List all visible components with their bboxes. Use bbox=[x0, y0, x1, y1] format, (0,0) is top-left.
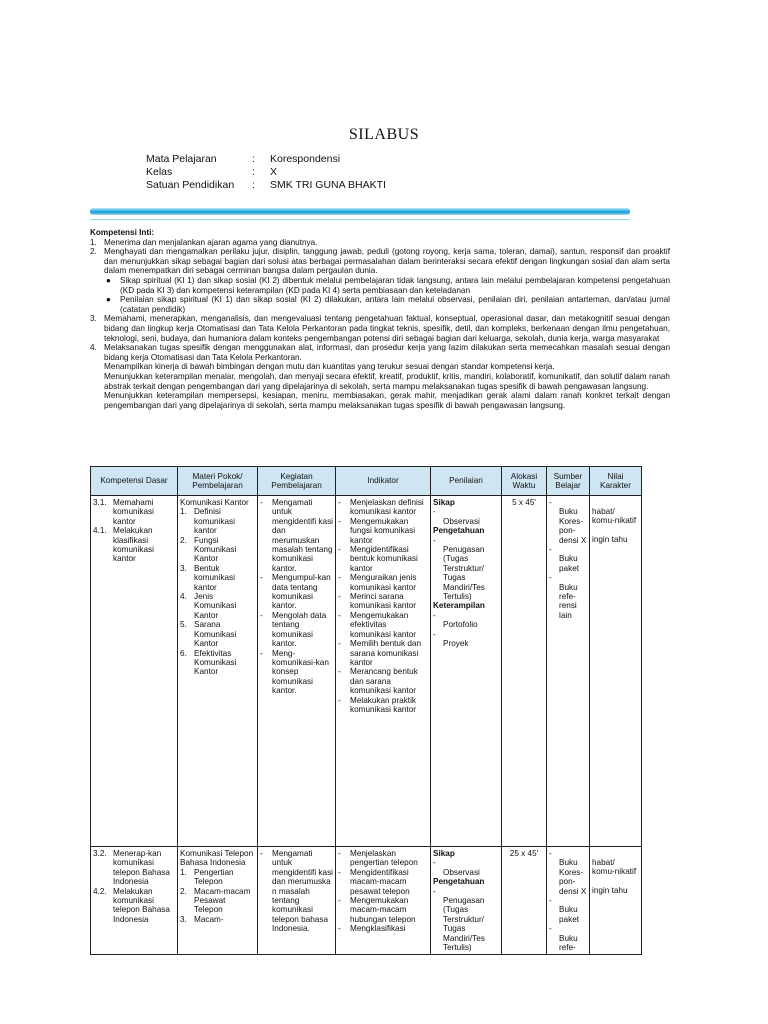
kd-number: 4.2. bbox=[93, 886, 107, 896]
dash-marker: - bbox=[433, 886, 436, 896]
ki-item bbox=[90, 343, 670, 362]
decorative-divider-thin bbox=[90, 219, 630, 220]
bullet-text: Sikap spiritual (KI 1) dan sikap sosial (KI 2) dibentuk melalui pembelajaran tidak langsung, antara lain melalui pembelajaran kompetensi pengetahuan (KD pada KI 3) dan kompetensi keterampilan (KD pada KI 4) serta pembiasaan dan keteladanan bbox=[120, 275, 670, 295]
materi-text: Jenis Komunikasi Kantor bbox=[194, 592, 237, 620]
meta-row-subject bbox=[146, 153, 386, 166]
kd-number: 4.1. bbox=[93, 526, 107, 536]
spacer bbox=[592, 877, 639, 886]
meta-row-class bbox=[146, 166, 386, 179]
indikator-item bbox=[338, 592, 428, 611]
kd-item bbox=[93, 849, 175, 887]
meta-value: Korespondensi bbox=[270, 153, 341, 165]
materi-item bbox=[180, 915, 255, 924]
materi-text: Sarana Komunikasi Kantor bbox=[194, 620, 237, 649]
materi-number: 4. bbox=[180, 592, 187, 602]
kegiatan-text: Mengamati untuk mengidentifi kasi dan merumuska n masalah tentang komunikasi telepon bahasa Indonesia. bbox=[272, 849, 333, 934]
kd-number: 3.2. bbox=[93, 849, 107, 858]
meta-label: Satuan Pendidikan bbox=[146, 179, 235, 191]
ki-text: Menghayati dan mengamalkan perilaku jujur, disiplin, tanggung jawab, peduli (gotong royong, kerja sama, toleran, damai), santun, responsif dan proaktif dan menunjukkan sikap sebagai bagian dari solusi atas berbagai permasalahan dalam berinteraksi secara efektif dengan lingkungan sosial dan alam serta dalam menempatkan diri sebagai cerminan bangsa dalam pergaulan dunia. bbox=[104, 247, 670, 276]
indikator-item bbox=[338, 517, 428, 545]
indikator-text: Mengemukakan efektivitas komunikasi kantor bbox=[350, 610, 416, 639]
kegiatan-item bbox=[260, 498, 333, 573]
kegiatan-item bbox=[260, 611, 333, 649]
materi-text: Pengertian Telepon bbox=[194, 867, 234, 887]
dash-marker: - bbox=[433, 610, 436, 620]
materi-text: Macam-macam Pesawat Telepon bbox=[194, 886, 251, 915]
cell-materi bbox=[178, 496, 258, 847]
dash-marker: - bbox=[338, 849, 341, 858]
dash-marker: - bbox=[338, 573, 341, 583]
meta-block bbox=[146, 153, 386, 192]
dash-marker: - bbox=[433, 507, 436, 517]
dash-marker: - bbox=[549, 849, 552, 858]
materi-item bbox=[180, 620, 255, 648]
indikator-item bbox=[338, 573, 428, 592]
dash-marker: - bbox=[338, 516, 341, 526]
materi-number: 2. bbox=[180, 535, 187, 545]
meta-colon: : bbox=[252, 179, 255, 191]
kd-text: Melakukan klasifikasi komunikasi kantor bbox=[113, 526, 154, 564]
sumber-item: Buku refe- bbox=[559, 933, 578, 953]
kegiatan-text: Meng-komunikasi-kan konsep komunikasi kantor. bbox=[272, 648, 329, 696]
ki-number: 2. bbox=[90, 247, 97, 257]
cell-sumber bbox=[547, 847, 590, 955]
dash-marker: - bbox=[338, 592, 341, 602]
indikator-text: Menjelaskan pengertian telepon bbox=[350, 849, 418, 868]
indikator-text: Merancang bentuk dan sarana komunikasi kantor bbox=[350, 667, 418, 696]
dash-marker: - bbox=[433, 629, 436, 639]
sumber-item: Buku paket bbox=[559, 554, 580, 573]
cell-alokasi: 25 x 45' bbox=[502, 847, 547, 955]
materi-item bbox=[180, 868, 255, 887]
sumber-item: Buku refe-rensi lain bbox=[559, 582, 578, 620]
table-header-row bbox=[91, 467, 642, 496]
indikator-item bbox=[338, 896, 428, 924]
ki-bullet bbox=[106, 295, 670, 314]
dash-marker: - bbox=[338, 867, 341, 877]
cell-alokasi: 5 x 45' bbox=[502, 496, 547, 847]
sumber-item: Buku paket bbox=[559, 905, 580, 924]
meta-value: X bbox=[270, 166, 278, 178]
header-materi: Materi Pokok/ Pembelajaran bbox=[178, 467, 258, 496]
nilai-item: habat/ komu-nikatif bbox=[592, 858, 637, 877]
indikator-text: Menguraikan jenis komunikasi kantor bbox=[350, 573, 417, 592]
indikator-item bbox=[338, 667, 428, 695]
kd-text: Melakukan komunikasi telepon Bahasa Indonesia bbox=[113, 886, 170, 924]
cell-nilai bbox=[590, 496, 642, 847]
indikator-text: Mengidentifikasi macam-macam pesawat telepon bbox=[350, 867, 410, 896]
materi-item bbox=[180, 564, 255, 592]
indikator-item bbox=[338, 849, 428, 868]
spacer bbox=[592, 498, 639, 507]
ki-heading: Kompetensi Inti: bbox=[90, 228, 155, 237]
cell-penilaian bbox=[431, 847, 502, 955]
indikator-text: Mengklasifikasi bbox=[350, 924, 406, 934]
sumber-item: Buku Kores-pon-densi X bbox=[559, 507, 587, 545]
ki-number: 3. bbox=[90, 314, 97, 324]
meta-row-school bbox=[146, 179, 386, 192]
header-alokasi: Alokasi Waktu bbox=[502, 467, 547, 496]
dash-marker: - bbox=[549, 573, 552, 583]
penilaian-portofolio: Portofolio bbox=[443, 620, 478, 630]
dash-marker: - bbox=[260, 573, 263, 583]
indikator-item bbox=[338, 611, 428, 639]
materi-number: 2. bbox=[180, 886, 187, 896]
bullet-icon: ● bbox=[106, 275, 111, 285]
dash-marker: - bbox=[338, 695, 341, 705]
dash-marker: - bbox=[433, 858, 436, 868]
cell-kompetensi-dasar bbox=[91, 847, 178, 955]
ki-text: Menerima dan menjalankan ajaran agama yang dianutnya. bbox=[104, 237, 318, 247]
materi-text: Fungsi Komunikasi Kantor bbox=[194, 535, 237, 564]
table-row bbox=[91, 496, 642, 847]
penilaian-sikap: Sikap bbox=[433, 849, 455, 858]
indikator-text: Merinci sarana komunikasi kantor bbox=[350, 592, 416, 611]
indikator-item bbox=[338, 639, 428, 667]
dash-marker: - bbox=[260, 610, 263, 620]
bullet-icon: ● bbox=[106, 295, 111, 305]
dash-marker: - bbox=[338, 924, 341, 934]
materi-item bbox=[180, 507, 255, 535]
spacer bbox=[592, 849, 639, 858]
penilaian-pengetahuan: Pengetahuan bbox=[433, 526, 485, 536]
sumber-item: Buku Kores-pon-densi X bbox=[559, 858, 587, 896]
penilaian-keterampilan: Keterampilan bbox=[433, 601, 485, 611]
materi-item bbox=[180, 649, 255, 677]
document-title: SILABUS bbox=[348, 126, 420, 143]
table-row bbox=[91, 847, 642, 955]
dash-marker: - bbox=[338, 639, 341, 649]
materi-text: Bentuk komunikasi kantor bbox=[194, 563, 235, 592]
bullet-text: Penilaian sikap spiritual (KI 1) dan sikap sosial (KI 2) dilakukan, antara lain melalui observasi, penilaian diri, penilaian antarteman, dan/atau jurnal (catatan pendidik) bbox=[120, 295, 670, 314]
dash-marker: - bbox=[549, 498, 552, 507]
cell-nilai bbox=[590, 847, 642, 955]
penilaian-penugasan: Penugasan (Tugas Terstruktur/ Tugas Mandiri/Tes Tertulis) bbox=[443, 545, 485, 602]
kd-item bbox=[93, 526, 175, 564]
materi-title: Komunikasi Kantor bbox=[180, 498, 249, 507]
kd-text: Memahami komunikasi kantor bbox=[113, 498, 154, 526]
cell-kegiatan bbox=[258, 847, 336, 955]
kegiatan-text: Mengolah data tentang komunikasi kantor. bbox=[272, 610, 327, 649]
indikator-text: Memilih bentuk dan sarana komunikasi kantor bbox=[350, 639, 421, 667]
nilai-item: ingin tahu bbox=[592, 885, 628, 895]
ki-paragraph: Menampilkan kinerja di bawah bimbingan dengan mutu dan kuantitas yang terukur sesuai dengan standar kompetensi kerja. bbox=[104, 362, 555, 372]
header-indikator: Indikator bbox=[336, 467, 431, 496]
dash-marker: - bbox=[338, 498, 341, 507]
header-kompetensi-dasar: Kompetensi Dasar bbox=[91, 467, 178, 496]
indikator-text: Mengemukakan macam-macam hubungan telepon bbox=[350, 896, 416, 924]
ki-text: Memahami, menerapkan, menganalisis, dan mengevaluasi tentang pengetahuan faktual, konseptual, operasional dasar, dan metakognitif sesuai dengan bidang dan lingkup kerja Otomatisasi dan Tata Kelola Perkantoran pada tingkat teknis, spesifik, detil, dan kompleks, berkenaan dengan ilmu pengetahuan, teknologi, seni, budaya, dan humaniora dalam konteks pengembangan potensi diri sebagai bagian dari keluarga, sekolah, dunia kerja, warga masyarakat bbox=[104, 314, 670, 343]
meta-colon: : bbox=[252, 166, 255, 178]
penilaian-sikap: Sikap bbox=[433, 498, 455, 507]
penilaian-pengetahuan: Pengetahuan bbox=[433, 877, 485, 887]
header-kegiatan: Kegiatan Pembelajaran bbox=[258, 467, 336, 496]
materi-text: Efektivitas Komunikasi Kantor bbox=[194, 648, 237, 677]
materi-title: Komunikasi Telepon Bahasa Indonesia bbox=[180, 849, 254, 868]
cell-indikator bbox=[336, 496, 431, 847]
indikator-item bbox=[338, 924, 428, 933]
kd-item bbox=[93, 887, 175, 925]
dash-marker: - bbox=[338, 610, 341, 620]
ki-text: Melaksanakan tugas spesifik dengan menggunakan alat, informasi, dan prosedur kerja yang lazim dilakukan serta memecahkan masalah sesuai dengan bidang kerja Otomatisasi dan Tata Kelola Perkantoran. bbox=[104, 343, 670, 362]
ki-item bbox=[90, 314, 670, 343]
kegiatan-text: Mengumpul-kan data tentang komunikasi kantor. bbox=[272, 573, 331, 611]
cell-kegiatan bbox=[258, 496, 336, 847]
kd-text: Menerap-kan komunikasi telepon Bahasa Indonesia bbox=[113, 849, 170, 887]
indikator-text: Mengidentifikasi bentuk komunikasi kantor bbox=[350, 545, 418, 573]
kegiatan-item bbox=[260, 649, 333, 696]
indikator-item bbox=[338, 868, 428, 896]
meta-label: Mata Pelajaran bbox=[146, 153, 217, 165]
kompetensi-inti-section bbox=[90, 228, 670, 410]
ki-number: 4. bbox=[90, 343, 97, 353]
kd-item bbox=[93, 498, 175, 526]
ki-paragraph: Menunjukkan keterampilan menalar, mengolah, dan menyaji secara efektif, kreatif, produktif, kritis, mandiri, kolaboratif, komunikatif, dan solutif dalam ranah abstrak terkait dengan pengembangan dari yang dipelajarinya di sekolah, serta mampu melaksanakan tugas spesifik di bawah pengawasan langsung. bbox=[104, 371, 670, 391]
header-sumber: Sumber Belajar bbox=[547, 467, 590, 496]
penilaian-observasi: Observasi bbox=[443, 867, 480, 877]
indikator-text: Mengemukakan fungsi komunikasi kantor bbox=[350, 516, 416, 545]
penilaian-proyek: Proyek bbox=[443, 639, 469, 649]
meta-value: SMK TRI GUNA BHAKTI bbox=[270, 179, 386, 191]
dash-marker: - bbox=[338, 545, 341, 555]
materi-item bbox=[180, 536, 255, 564]
cell-indikator bbox=[336, 847, 431, 955]
cell-kompetensi-dasar bbox=[91, 496, 178, 847]
ki-item bbox=[90, 247, 670, 276]
silabus-table bbox=[90, 466, 642, 955]
header-nilai: Nilai Karakter bbox=[590, 467, 642, 496]
kegiatan-text: Mengamati untuk mengidentifi kasi dan merumuskan masalah tentang komunikasi kantor. bbox=[272, 498, 333, 573]
materi-number: 6. bbox=[180, 648, 187, 658]
spacer bbox=[592, 526, 639, 535]
meta-colon: : bbox=[252, 153, 255, 165]
dash-marker: - bbox=[433, 535, 436, 545]
materi-text: Definisi komunikasi kantor bbox=[194, 507, 235, 536]
ki-paragraph: Menunjukkan keterampilan mempersepsi, kesiapan, meniru, membiasakan, gerak mahir, menjadikan gerak alami dalam ranah konkret terkait dengan pengembangan dari yang dipelajarinya di sekolah, serta mampu melaksanakan tugas spesifik di bawah pengawasan langsung. bbox=[104, 391, 670, 410]
nilai-item: habat/ komu-nikatif bbox=[592, 507, 637, 526]
dash-marker: - bbox=[549, 896, 552, 906]
materi-number: 1. bbox=[180, 867, 187, 877]
penilaian-penugasan: Penugasan (Tugas Terstruktur/ Tugas Mandiri/Tes Tertulis) bbox=[443, 896, 485, 953]
dash-marker: - bbox=[260, 498, 263, 507]
materi-number: 3. bbox=[180, 563, 187, 573]
indikator-text: Melakukan praktik komunikasi kantor bbox=[350, 695, 416, 714]
ki-item bbox=[90, 238, 670, 248]
kegiatan-item bbox=[260, 849, 333, 934]
materi-item bbox=[180, 592, 255, 620]
cell-penilaian bbox=[431, 496, 502, 847]
materi-number: 1. bbox=[180, 507, 187, 517]
meta-label: Kelas bbox=[146, 166, 173, 178]
header-penilaian: Penilaian bbox=[431, 467, 502, 496]
penilaian-observasi: Observasi bbox=[443, 516, 480, 526]
cell-materi bbox=[178, 847, 258, 955]
dash-marker: - bbox=[549, 545, 552, 555]
ki-bullet bbox=[106, 276, 670, 295]
indikator-item bbox=[338, 545, 428, 573]
indikator-item bbox=[338, 696, 428, 715]
materi-number: 5. bbox=[180, 620, 187, 630]
dash-marker: - bbox=[260, 648, 263, 658]
materi-item bbox=[180, 887, 255, 915]
dash-marker: - bbox=[260, 849, 263, 858]
kegiatan-item bbox=[260, 573, 333, 611]
indikator-text: Menjelaskan definisi komunikasi kantor bbox=[350, 498, 424, 517]
materi-number: 3. bbox=[180, 914, 187, 924]
ki-number: 1. bbox=[90, 237, 97, 247]
dash-marker: - bbox=[338, 667, 341, 677]
kd-number: 3.1. bbox=[93, 498, 107, 507]
decorative-divider bbox=[90, 208, 630, 215]
nilai-item: ingin tahu bbox=[592, 534, 628, 544]
cell-sumber bbox=[547, 496, 590, 847]
dash-marker: - bbox=[549, 924, 552, 934]
materi-text: Macam- bbox=[194, 914, 224, 924]
dash-marker: - bbox=[338, 896, 341, 906]
indikator-item bbox=[338, 498, 428, 517]
